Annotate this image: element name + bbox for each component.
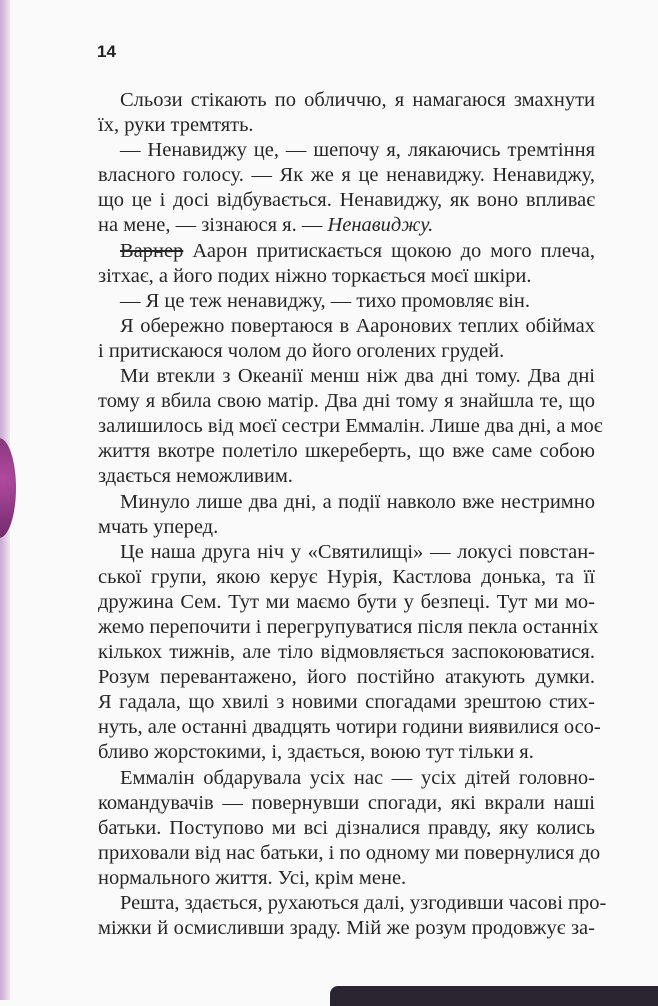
line-text: бливо жорстокими, і, здається, воюю тут тільки я. (98, 741, 534, 764)
line-text: — Ненавиджу це, — шепочу я, лякаючись тремтіння (120, 139, 595, 162)
text-line (98, 565, 595, 590)
text-line (98, 715, 601, 740)
text-line (98, 439, 595, 464)
text-line (98, 213, 595, 238)
text-line (98, 540, 595, 565)
dark-object (330, 986, 658, 1006)
text-line (98, 841, 601, 866)
text-line (98, 740, 595, 765)
text-line (98, 289, 595, 314)
line-text: власного голосу. — Як же я це ненавиджу. Ненавиджу, (98, 164, 595, 187)
text-line (98, 640, 595, 665)
line-text: на мене, — зізнаюся я. — (98, 214, 328, 237)
text-line (98, 816, 595, 841)
line-text: зітхає, а його подих ніжно торкається моєї шкіри. (98, 264, 532, 287)
line-text: і притискаюся чолом до його оголених грудей. (98, 339, 505, 362)
paragraph (98, 88, 595, 138)
line-text: Решта, здається, рухаються далі, узгодивши часові про- (120, 892, 607, 914)
text-line (98, 364, 595, 389)
text-line (98, 389, 595, 414)
line-text: Ми втекли з Океанії менш ніж два дні тому. Два дні (120, 365, 595, 388)
line-text: мчать уперед. (98, 515, 219, 538)
line-text: приховали від нас батьки, і по одному ми повернулися до (98, 841, 601, 864)
line-text: тому я вбила свою матір. Два дні тому я знайшла те, що (98, 390, 595, 413)
line-text: що це і досі відбувається. Ненавиджу, як воно впливає (98, 189, 595, 212)
line-text: командувачів — повернувши спогади, які вкрали наші (98, 791, 595, 814)
paragraph (98, 138, 595, 238)
paragraph (98, 891, 607, 941)
text-line (98, 916, 595, 941)
text-line (98, 766, 595, 791)
text-line (98, 791, 595, 816)
text-line (98, 590, 595, 615)
text-line (98, 339, 595, 364)
text-line (98, 615, 599, 640)
line-text: їх, руки тремтять. (98, 114, 254, 137)
text-line (98, 138, 595, 163)
text-line (98, 88, 595, 113)
line-text: Сльози стікають по обличчю, я намагаюся змахнути (120, 89, 595, 111)
struck-word: Варнер (120, 239, 184, 262)
line-text: здається неможливим. (98, 465, 293, 488)
text-line (98, 314, 595, 339)
text-line (98, 690, 595, 715)
line-text: Це наша друга ніч у «Святилищі» — локусі повстан- (120, 540, 595, 563)
paragraph (98, 490, 595, 540)
text-line (98, 665, 595, 690)
text-line (98, 891, 607, 916)
line-text: ської групи, якою керує Нурія, Кастлова донька, та її (98, 565, 595, 588)
text-line (98, 239, 595, 264)
line-text: жемо перепочити і перегрупуватися після пекла останніх (98, 615, 599, 638)
line-text: Я обережно повертаюся в Ааронових теплих обіймах (120, 314, 595, 337)
purple-object (0, 438, 16, 538)
line-text: Я гадала, що хвилі з новими спогадами зрештою стих- (98, 691, 595, 714)
paragraph (98, 289, 595, 314)
line-text: міжки й осмисливши зраду. Мій же розум продовжує за- (98, 917, 595, 940)
text-line (98, 490, 595, 515)
text-line (98, 113, 595, 138)
text-line (98, 866, 595, 891)
body-text (98, 88, 607, 941)
line-text: — Я це теж ненавиджу, — тихо промовляє він. (120, 289, 530, 312)
paragraph (98, 766, 601, 891)
text-line (98, 188, 595, 213)
line-text: життя вкотре полетіло шкереберть, що вже саме собою (98, 440, 595, 463)
line-text: Еммалін обдарувала усіх нас — усіх дітей головно- (120, 766, 595, 789)
text-line (98, 515, 595, 540)
line-text: дружина Сем. Тут ми маємо бути у безпеці. Тут ми мо- (98, 590, 595, 613)
text-line (98, 414, 603, 439)
paragraph (98, 364, 603, 489)
paragraph (98, 540, 601, 766)
line-text: кількох тижнів, але тіло відмовляється заспокоюватися. (98, 641, 595, 664)
line-text: Минуло лише два дні, а події навколо вже нестримно (120, 490, 595, 513)
line-text: Аарон притискається щокою до мого плеча, (183, 239, 595, 262)
italic-text: Ненавиджу. (327, 214, 434, 237)
line-text: батьки. Поступово ми всі дізналися правду, яку колись (98, 816, 595, 839)
line-text: нуть, але останні двадцять чотири години виявилися осо- (98, 716, 601, 739)
paragraph (98, 239, 595, 289)
text-line (98, 163, 595, 188)
paragraph (98, 314, 595, 364)
page-number: 14 (97, 42, 116, 61)
line-text: Розум перевантажено, його постійно атакують думки. (98, 666, 595, 689)
text-line (98, 464, 595, 489)
line-text: нормального життя. Усі, крім мене. (98, 866, 407, 889)
text-line (98, 264, 595, 289)
line-text: залишилось від моєї сестри Еммалін. Лише два дні, а моє (98, 415, 603, 438)
